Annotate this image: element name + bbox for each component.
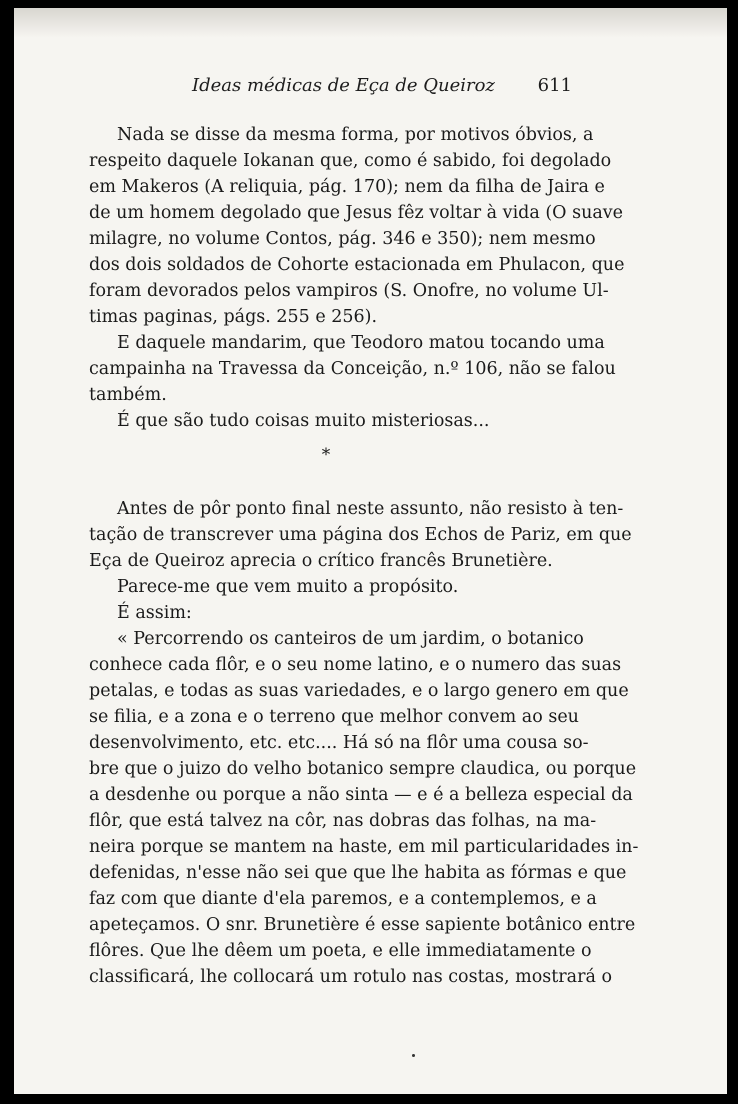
text-line: Antes de pôr ponto final neste assunto, não resisto à ten- [117, 499, 624, 519]
text-line: campainha na Travessa da Conceição, n.º 106, não se falou [89, 359, 616, 379]
section-separator: * [321, 445, 331, 465]
running-title: Ideas médicas de Eça de Queiroz [192, 75, 495, 96]
text-line: petalas, e todas as suas variedades, e o largo genero em que [89, 681, 629, 701]
paragraph [89, 600, 563, 626]
text-line: neira porque se mantem na haste, em mil particularidades in- [89, 837, 639, 857]
text-line: milagre, no volume Contos, pág. 346 e 350); nem mesmo [89, 229, 596, 249]
page-header [192, 75, 572, 101]
text-line: Nada se disse da mesma forma, por motivos óbvios, a [117, 125, 594, 145]
text-line: conhece cada flôr, e o seu nome latino, e o numero das suas [89, 655, 622, 675]
text-line: É assim: [117, 603, 192, 623]
text-line: foram devorados pelos vampiros (S. Onofre, no volume Ul- [89, 281, 609, 301]
text-line: É que são tudo coisas muito misteriosas... [117, 411, 490, 431]
paragraph [89, 330, 616, 408]
text-line: E daquele mandarim, que Teodoro matou tocando uma [117, 333, 605, 353]
text-line: bre que o juizo do velho botanico sempre claudica, ou porque [89, 759, 637, 779]
paragraph [89, 574, 563, 600]
text-line: timas paginas, págs. 255 e 256). [89, 307, 378, 327]
text-line: também. [89, 385, 167, 405]
text-line: a desdenhe ou porque a não sinta — e é a belleza especial da [89, 785, 633, 805]
text-line: apeteçamos. O snr. Brunetière é esse sapiente botânico entre [89, 915, 636, 935]
text-line: faz com que diante d'ela paremos, e a contemplemos, e a [89, 889, 597, 909]
paragraph [89, 496, 632, 574]
book-page [14, 8, 727, 1094]
text-line: Parece-me que vem muito a propósito. [117, 577, 459, 597]
paragraph [89, 408, 563, 434]
text-line: se filia, e a zona e o terreno que melhor convem ao seu [89, 707, 579, 727]
page-number: 611 [537, 75, 572, 96]
text-line: em Makeros (A reliquia, pág. 170); nem da filha de Jaira e [89, 177, 605, 197]
text-line: « Percorrendo os canteiros de um jardim, o botanico [117, 629, 584, 649]
scan-shadow [14, 8, 727, 38]
print-speck [412, 1054, 415, 1057]
text-line: Eça de Queiroz aprecia o crítico francês Brunetière. [89, 551, 553, 571]
text-line: respeito daquele Iokanan que, como é sabido, foi degolado [89, 151, 612, 171]
text-line: flôr, que está talvez na côr, nas dobras das folhas, na ma- [89, 811, 597, 831]
paragraph [89, 122, 625, 330]
text-line: flôres. Que lhe dêem um poeta, e elle immediatamente o [89, 941, 592, 961]
text-line: defenidas, n'esse não sei que que lhe habita as fórmas e que [89, 863, 627, 883]
text-line: desenvolvimento, etc. etc.... Há só na flôr uma cousa so- [89, 733, 589, 753]
text-line: classificará, lhe collocará um rotulo nas costas, mostrará o [89, 967, 612, 987]
body-text [89, 122, 639, 990]
text-line: tação de transcrever uma página dos Echos de Pariz, em que [89, 525, 632, 545]
text-line: de um homem degolado que Jesus fêz voltar à vida (O suave [89, 203, 624, 223]
quotation-paragraph [89, 626, 639, 990]
text-line: dos dois soldados de Cohorte estacionada em Phulacon, que [89, 255, 625, 275]
